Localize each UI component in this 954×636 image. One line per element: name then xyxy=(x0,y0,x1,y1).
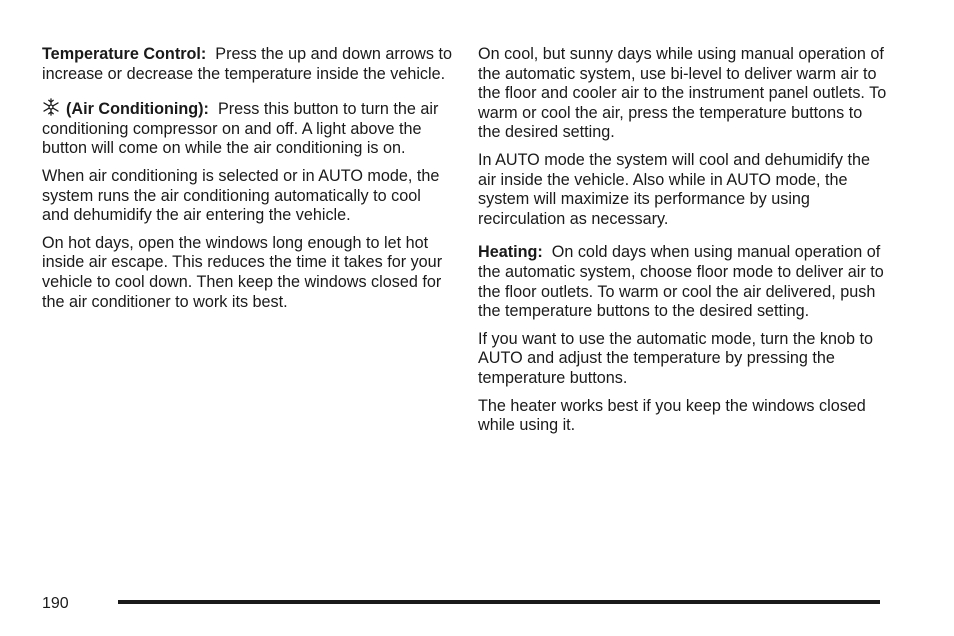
auto-mode-ac-paragraph: When air conditioning is selected or in AUTO mode, the system runs the air conditioning automatically to cool and dehumidify the air entering the vehicle. xyxy=(42,166,440,225)
cool-sunny-days-paragraph: On cool, but sunny days while using manual operation of the automatic system, use bi-level to deliver warm air to the floor and cooler air to the instrument panel outlets. To warm or cool the air, press the temperature buttons to the desired setting. xyxy=(478,45,887,142)
footer-rule xyxy=(118,600,880,604)
heating-text: On cold days when using manual operation of the automatic system, choose floor mode to deliver air to the floor outlets. To warm or cool the air delivered, push the temperature buttons to the desired setting. xyxy=(478,243,884,321)
air-conditioning-text: Press this button to turn the air conditioning compressor on and off. A light above the button will come on while the air conditioning is on. xyxy=(42,100,439,158)
left-column xyxy=(42,45,452,320)
air-conditioning-paragraph xyxy=(42,98,452,159)
temperature-control-label: Temperature Control: xyxy=(42,45,207,63)
heating-label: Heating: xyxy=(478,243,543,262)
temperature-control-paragraph xyxy=(42,45,452,84)
hot-days-paragraph: On hot days, open the windows long enough to let hot inside air escape. This reduces the time it takes for your vehicle to cool down. Then keep the windows closed for the air conditioner to work its best. xyxy=(42,233,443,311)
air-conditioning-label: (Air Conditioning): xyxy=(66,100,209,119)
snowflake-icon xyxy=(42,98,60,116)
page-number: 190 xyxy=(42,595,69,612)
temperature-control-text: Press the up and down arrows to increase or decrease the temperature inside the vehicle. xyxy=(42,45,452,83)
automatic-mode-paragraph: If you want to use the automatic mode, turn the knob to AUTO and adjust the temperature by pressing the temperature buttons. xyxy=(478,329,874,387)
heater-works-best-paragraph: The heater works best if you keep the windows closed while using it. xyxy=(478,396,866,435)
heating-paragraph xyxy=(478,243,888,321)
right-column xyxy=(478,45,888,444)
auto-mode-paragraph: In AUTO mode the system will cool and dehumidify the air inside the vehicle. Also while in AUTO mode, the system will maximize its performance by using recirculation as necessary. xyxy=(478,150,870,228)
